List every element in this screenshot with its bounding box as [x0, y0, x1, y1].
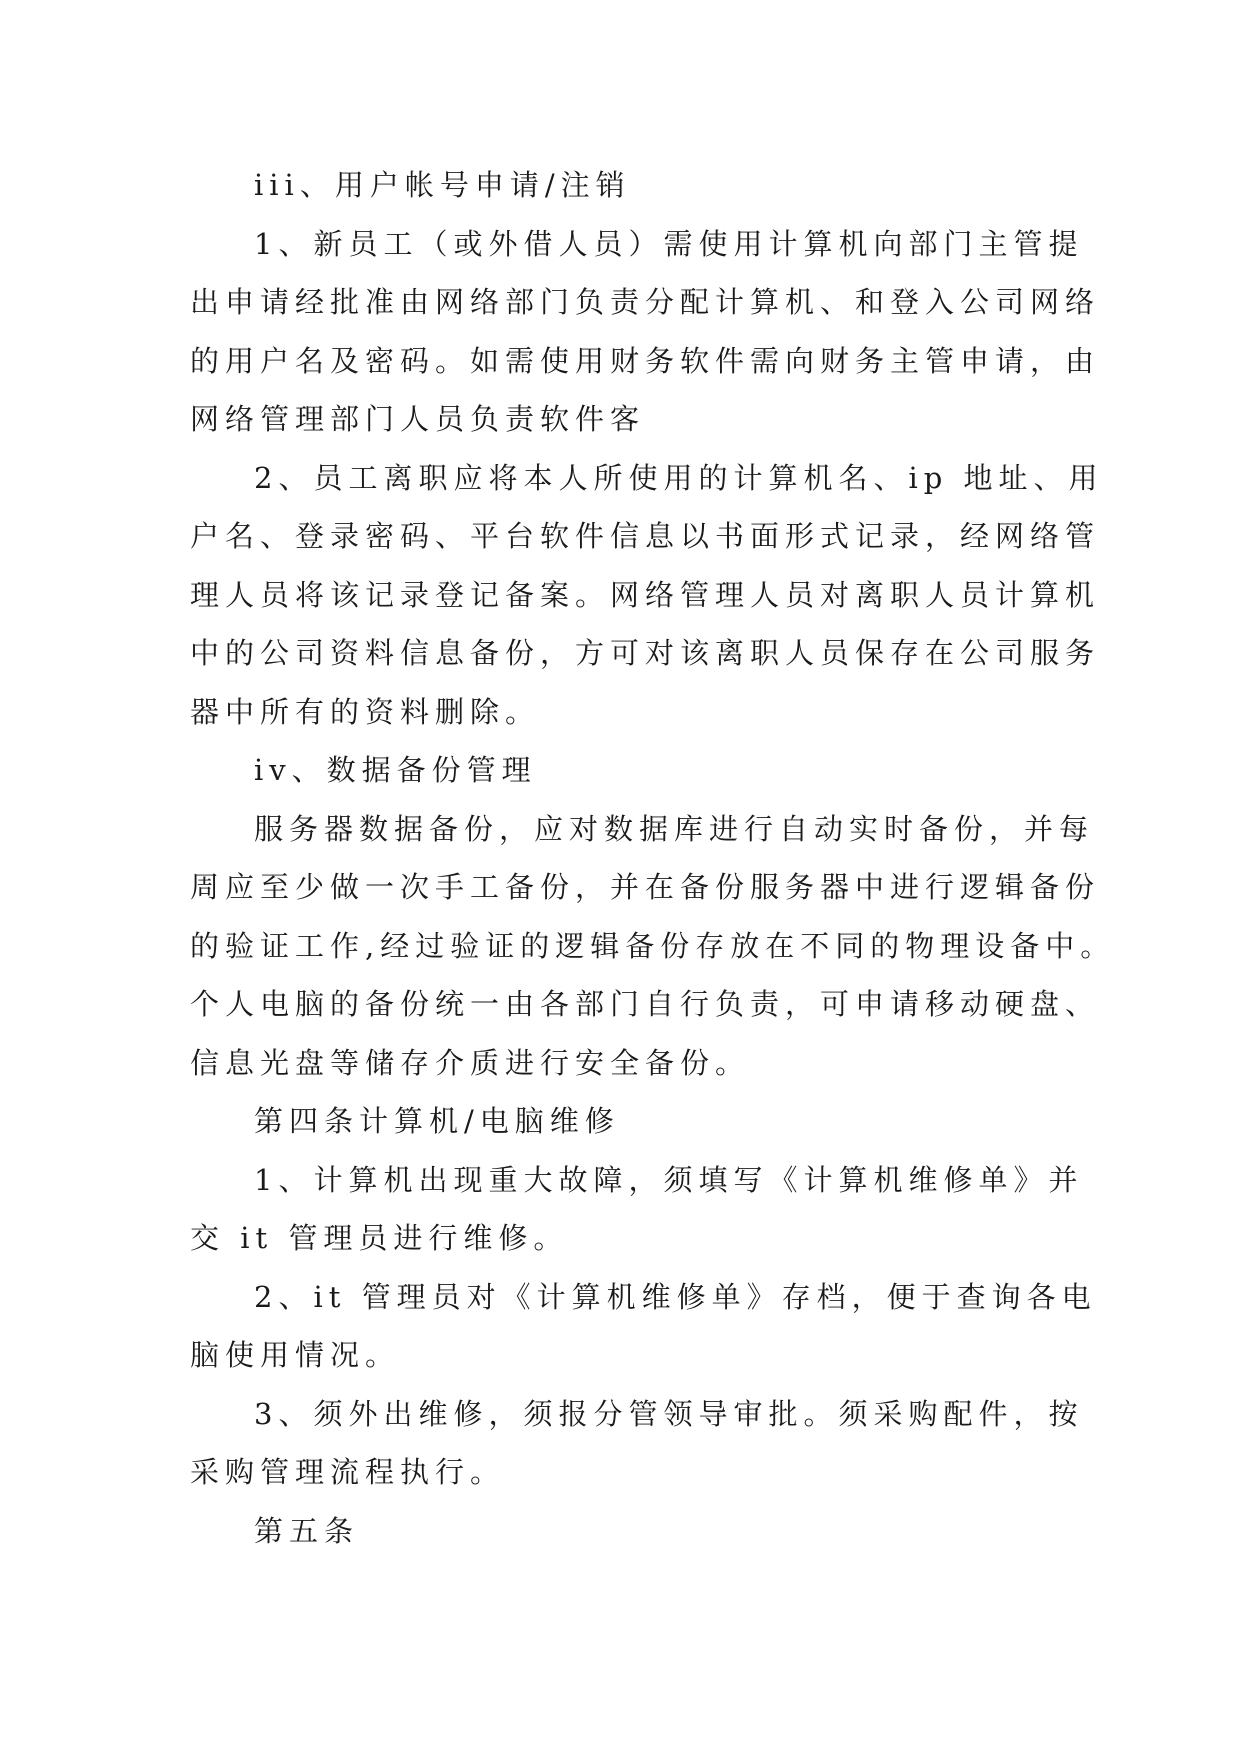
- paragraph-line: 出申请经批准由网络部门负责分配计算机、和登入公司网络: [190, 285, 1101, 319]
- paragraph-line: 信息光盘等储存介质进行安全备份。: [190, 1045, 751, 1080]
- paragraph-line: 网络管理部门人员负责软件客: [190, 402, 646, 436]
- paragraph-line: 中的公司资料信息备份，方可对该离职人员保存在公司服务: [190, 636, 1101, 670]
- article-heading-4: 第四条计算机/电脑维修: [254, 1104, 620, 1138]
- paragraph-line: 个人电脑的备份统一由各部门自行负责，可申请移动硬盘、: [190, 987, 1101, 1021]
- paragraph-line: 1、计算机出现重大故障，须填写《计算机维修单》并: [254, 1162, 1084, 1197]
- paragraph-line: 户名、登录密码、平台软件信息以书面形式记录，经网络管: [190, 519, 1101, 553]
- paragraph-line: 3、须外出维修，须报分管领导审批。须采购配件，按: [254, 1396, 1084, 1431]
- paragraph-line: 脑使用情况。: [190, 1338, 401, 1372]
- paragraph-line: 器中所有的资料删除。: [190, 694, 541, 729]
- paragraph-line: 理人员将该记录登记备案。网络管理人员对离职人员计算机: [190, 577, 1101, 612]
- paragraph-line: 2、员工离职应将本人所使用的计算机名、ip 地址、用: [254, 460, 1104, 495]
- paragraph-line: 服务器数据备份，应对数据库进行自动实时备份，并每: [254, 811, 1095, 846]
- paragraph-line: 的用户名及密码。如需使用财务软件需向财务主管申请，由: [190, 343, 1101, 378]
- article-heading-5: 第五条: [254, 1513, 360, 1548]
- document-body: [190, 156, 1116, 1560]
- paragraph-line: 交 it 管理员进行维修。: [190, 1221, 569, 1255]
- paragraph-line: 1、新员工（或外借人员）需使用计算机向部门主管提: [254, 226, 1084, 261]
- paragraph-line: 的验证工作,经过验证的逻辑备份存放在不同的物理设备中。: [190, 928, 1116, 963]
- paragraph-line: 周应至少做一次手工备份，并在备份服务器中进行逻辑备份: [190, 870, 1101, 904]
- section-heading-backup: iv、数据备份管理: [254, 753, 537, 787]
- section-heading-account: iii、用户帐号申请/注销: [254, 168, 631, 202]
- paragraph-line: 采购管理流程执行。: [190, 1455, 506, 1489]
- paragraph-line: 2、it 管理员对《计算机维修单》存档，便于查询各电: [254, 1279, 1097, 1314]
